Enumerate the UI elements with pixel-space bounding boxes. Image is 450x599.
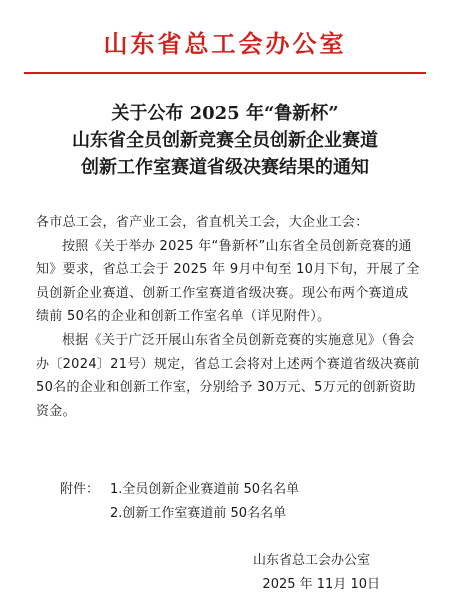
attachment-item [60, 502, 299, 526]
title-line-2: 山东省全员创新竞赛全员创新企业赛道 [72, 130, 378, 151]
attachments-list [60, 478, 299, 526]
body-paragraph-1: 按照《关于举办 2025 年“鲁新杯”山东省全员创新竞赛的通知》要求，省总工会于 2025 年 9月中旬至 10月下旬，开展了全员创新企业赛道、创新工作室赛道省级决赛。现公布两个赛道成绩前 50名的企业和创新工作室名单（详见附件）。 [36, 238, 420, 325]
signature-date: 2025 年 11月 10日 [262, 577, 380, 592]
body-paragraph-2: 根据《关于广泛开展山东省全员创新竞赛的实施意见》（鲁会办〔2024〕21号）规定，省总工会将对上述两个赛道省级决赛前 50名的企业和创新工作室，分别给予 30万元、5万元的创新资助资金。 [36, 332, 420, 419]
attachment-item [60, 478, 299, 502]
signature-org: 山东省总工会办公室 [252, 553, 370, 568]
signature-block [252, 549, 380, 597]
document-body [36, 211, 420, 423]
attachment-item-2: 2.创新工作室赛道前 50名名单 [110, 506, 287, 521]
red-divider-line [24, 72, 426, 74]
document-title [0, 100, 450, 181]
issuing-office-header: 山东省总工会办公室 [103, 29, 347, 58]
title-line-1: 关于公布 2025 年“鲁新杯” [111, 103, 339, 124]
attachments-label: 附件： [60, 482, 100, 497]
title-line-3: 创新工作室赛道省级决赛结果的通知 [81, 157, 369, 178]
salutation: 各市总工会，省产业工会，省直机关工会，大企业工会： [36, 215, 369, 230]
attachment-item-1: 1.全员创新企业赛道前 50名名单 [110, 482, 300, 497]
